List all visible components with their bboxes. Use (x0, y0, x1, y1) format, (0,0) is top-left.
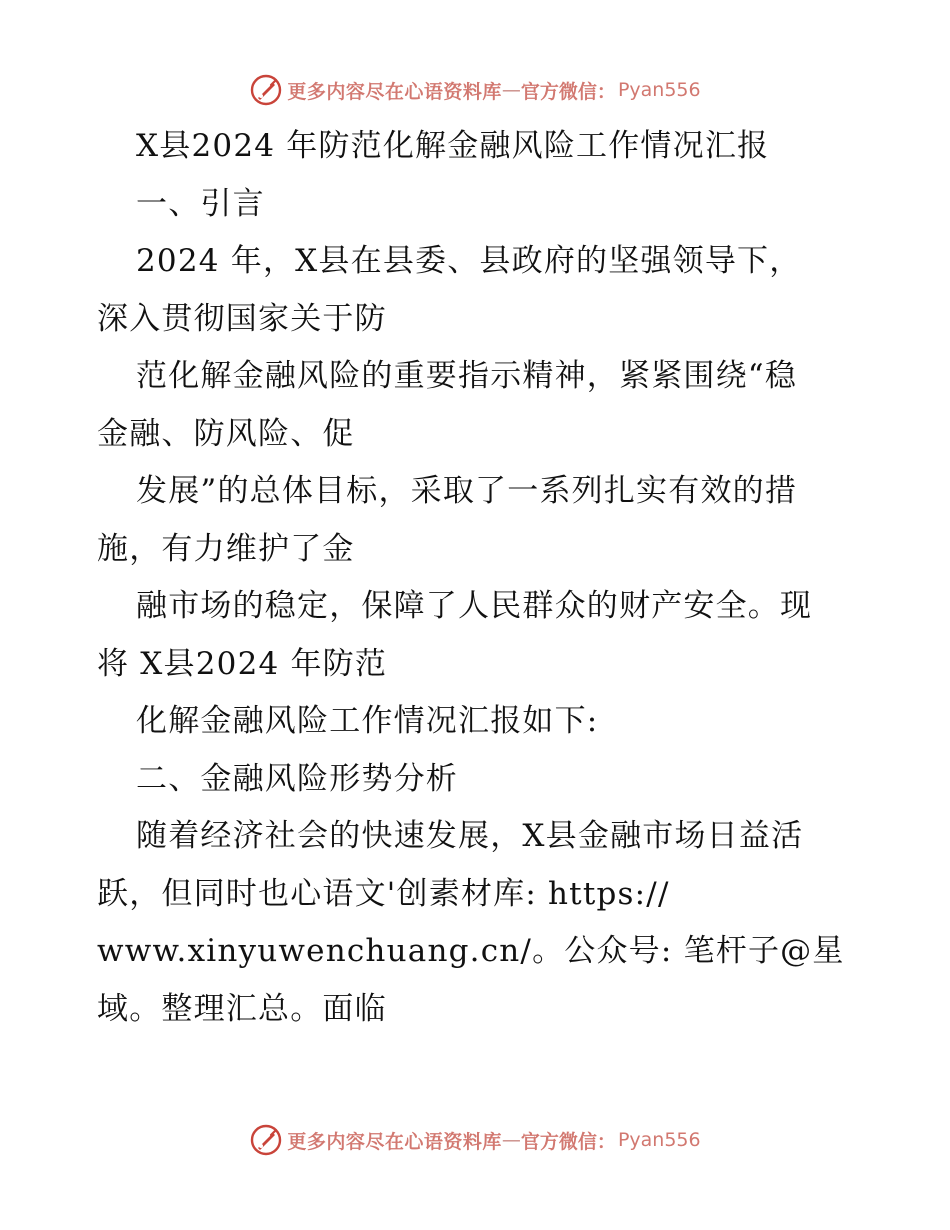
document-title: X县2024 年防范化解金融风险工作情况汇报 (136, 128, 770, 164)
paragraph-line: 跃，但同时也心语文'创素材库: https:// (97, 875, 670, 912)
paragraph-line: 施，有力维护了金 (97, 530, 355, 567)
banner-separator: — (501, 79, 521, 101)
document-body (97, 118, 857, 1038)
banner-main-text: 更多内容尽在心语资料库 (287, 80, 502, 103)
banner-wechat-id: Pyan556 (617, 79, 701, 101)
section-heading-analysis: 二、金融风险形势分析 (136, 760, 458, 797)
paragraph-line: 发展”的总体目标，采取了一系列扎实有效的措 (136, 473, 798, 509)
paragraph-line: 深入贯彻国家关于防 (97, 300, 387, 337)
header-watermark-banner (0, 70, 950, 110)
paragraph-line: 2024 年，X县在县委、县政府的坚强领导下， (136, 243, 802, 279)
banner-wechat-label: 官方微信： (520, 1130, 616, 1153)
footer-watermark-banner (0, 1120, 950, 1160)
section-heading-intro: 一、引言 (136, 185, 265, 222)
quill-pen-icon (249, 73, 283, 107)
paragraph-line: 范化解金融风险的重要指示精神，紧紧围绕“稳 (136, 358, 798, 394)
paragraph-line: 将 X县2024 年防范 (97, 645, 388, 682)
paragraph-line: 随着经济社会的快速发展，X县金融市场日益活 (136, 818, 804, 854)
banner-wechat-id: Pyan556 (617, 1129, 701, 1151)
paragraph-line: 域。整理汇总。面临 (97, 990, 387, 1027)
paragraph-line: 融市场的稳定，保障了人民群众的财产安全。现 (136, 588, 813, 624)
paragraph-line: 化解金融风险工作情况汇报如下: (136, 703, 599, 739)
banner-wechat-label: 官方微信： (520, 80, 616, 103)
paragraph-line: www.xinyuwenchuang.cn/。公众号: 笔杆子@星 (97, 933, 845, 969)
banner-separator: — (501, 1129, 521, 1151)
banner-main-text: 更多内容尽在心语资料库 (287, 1130, 502, 1153)
paragraph-line: 金融、防风险、促 (97, 415, 355, 452)
quill-pen-icon (249, 1123, 283, 1157)
